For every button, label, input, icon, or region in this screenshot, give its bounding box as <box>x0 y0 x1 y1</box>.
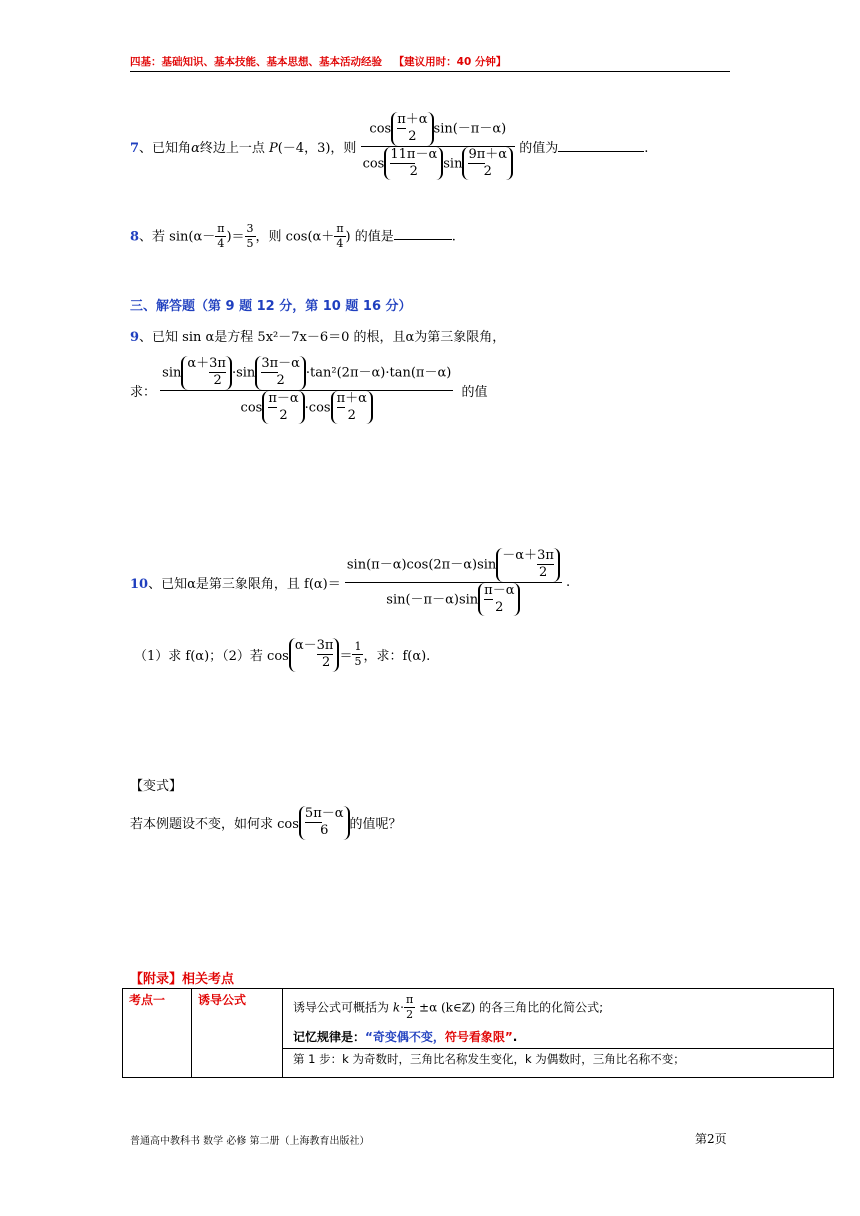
math-text: 5 <box>354 655 362 669</box>
math-fraction <box>334 222 345 252</box>
footer-book-info: 普通高中教科书 数学 必修 第二册（上海教育出版社） <box>130 1136 370 1147</box>
question-text: 的值呢？ <box>349 817 402 833</box>
math-paren <box>462 147 513 181</box>
math-text: 11π <box>390 147 415 164</box>
math-paren <box>331 391 373 425</box>
math-paren <box>255 356 306 390</box>
appendix-text: 的各三角比的化简公式; <box>479 1000 604 1015</box>
question-10 <box>130 548 570 616</box>
question-number: 8 <box>130 229 140 245</box>
question-number: 9 <box>130 330 140 345</box>
math-paren <box>478 583 520 617</box>
question-text: 的值 <box>461 384 488 400</box>
math-text: ，则 cos(α＋ <box>255 229 335 245</box>
math-text: －α＋ <box>502 548 538 563</box>
math-text: 2 <box>321 655 331 671</box>
variant-question <box>130 806 402 840</box>
math-text: ＋α <box>405 112 428 127</box>
math-text: 2 <box>406 1008 414 1022</box>
appendix-title: 【附录】相关考点 <box>130 972 235 987</box>
q7-fraction <box>361 112 515 180</box>
math-fraction <box>215 222 226 252</box>
math-text: 9π <box>468 147 485 164</box>
variant-title: 【变式】 <box>130 779 183 794</box>
question-text: 求： <box>130 384 157 400</box>
q10-fraction <box>345 548 562 616</box>
math-text: ·sin <box>231 365 256 381</box>
question-text: . <box>644 140 649 156</box>
point-label: P <box>268 140 278 156</box>
appendix-text: . <box>512 1029 518 1044</box>
page-number: 第2页 <box>695 1132 727 1146</box>
math-text: 2 <box>279 407 288 423</box>
question-9-expression <box>130 356 487 424</box>
math-fraction <box>245 222 256 252</box>
math-fraction <box>352 640 363 670</box>
appendix-highlight: 符号看象限” <box>444 1029 513 1044</box>
math-text: ·cos <box>304 399 331 415</box>
math-text: π <box>404 993 415 1008</box>
math-text: －α <box>278 356 300 371</box>
question-number: 7 <box>130 140 140 156</box>
math-paren <box>299 806 350 840</box>
math-text: π <box>337 391 346 408</box>
appendix-highlight: “奇变偶不变， <box>365 1029 445 1044</box>
math-paren <box>289 638 340 672</box>
appendix-table <box>122 988 834 1078</box>
math-text: ＋α <box>345 390 367 406</box>
appendix-line-2 <box>283 1025 833 1048</box>
math-text: sin <box>443 155 463 171</box>
math-paren <box>391 112 433 146</box>
math-text: )＝ <box>226 229 245 245</box>
math-text: 2 <box>276 373 285 389</box>
math-text: α－ <box>294 638 317 653</box>
math-text: π <box>334 222 345 237</box>
math-text: sin <box>162 365 182 381</box>
question-text: . <box>451 229 456 245</box>
math-text: 2 <box>213 373 222 389</box>
math-text: ±α (k∈ℤ) <box>419 1000 476 1015</box>
question-text: 、已知角 <box>139 140 192 156</box>
q9-fraction <box>160 356 453 424</box>
header-time-hint: 【建议用时：40 分钟】 <box>393 56 507 68</box>
math-text: ＋α <box>485 146 508 162</box>
table-cell-topic-number: 考点一 <box>123 989 192 1078</box>
appendix-line-3: 第 1 步：k 为奇数时，三角比名称发生变化，k 为偶数时，三角比名称不变； <box>283 1048 833 1071</box>
math-text: α＋ <box>187 356 210 371</box>
math-text: 2 <box>483 163 492 179</box>
math-paren <box>262 391 304 425</box>
math-text: π <box>484 583 493 600</box>
math-text: 5 <box>246 237 254 251</box>
math-text: π <box>397 112 406 129</box>
math-text: cos <box>362 155 385 171</box>
math-text: sin(－π－α) <box>433 121 507 137</box>
math-text: 2 <box>538 565 548 581</box>
math-symbol: α <box>191 140 200 156</box>
math-text: －α <box>415 146 438 162</box>
math-text: · <box>400 1000 404 1015</box>
table-cell-topic-name: 诱导公式 <box>192 989 283 1078</box>
question-text: 、已知 sin α是方程 5x²－7x－6＝0 的根，且α为第三象限角， <box>139 330 506 345</box>
math-text: sin(－π－α)sin <box>386 591 479 607</box>
answer-blank[interactable] <box>558 151 644 152</box>
question-text: （1）求 f(α)；（2）若 cos <box>134 649 289 665</box>
question-text: . <box>566 574 571 590</box>
math-text: 4 <box>336 237 344 251</box>
header <box>130 54 506 69</box>
question-text: ) 的值是 <box>345 229 394 245</box>
question-10-subparts <box>134 638 430 672</box>
math-paren <box>181 356 232 390</box>
math-text: 2 <box>408 129 417 145</box>
question-8 <box>130 222 456 252</box>
math-paren <box>496 548 560 582</box>
math-text: cos <box>369 121 392 137</box>
table-cell-content <box>283 989 834 1078</box>
appendix-text: 诱导公式可概括为 <box>293 1000 390 1015</box>
question-text: ，则 <box>330 140 357 156</box>
math-text: 1 <box>352 640 363 655</box>
question-9-stem <box>130 326 505 345</box>
question-text: 终边上一点 <box>199 140 269 156</box>
appendix-text: 记忆规律是： <box>293 1029 366 1044</box>
math-text: 2 <box>495 599 504 615</box>
math-text: 6 <box>320 823 329 839</box>
math-text: ·tan²(2π－α)·tan(π－α) <box>305 365 452 381</box>
math-text: －α <box>321 806 344 821</box>
math-text: －α <box>276 390 299 406</box>
point-coordinates: (－4，3) <box>277 140 331 156</box>
question-text: 若本例题设不变，如何求 cos <box>130 817 299 833</box>
math-text: 3π <box>261 356 278 373</box>
math-text: 3π <box>209 356 226 373</box>
math-text: －α <box>492 582 515 598</box>
math-text: 、若 sin(α－ <box>139 229 216 245</box>
appendix-line-1 <box>283 989 833 1025</box>
question-text: ，求：f(α). <box>363 649 431 665</box>
question-number: 10 <box>130 576 149 592</box>
header-title: 四基：基础知识、基本技能、基本思想、基本活动经验 <box>130 56 382 68</box>
math-text: 2 <box>347 407 356 423</box>
math-text: π <box>215 222 226 237</box>
answer-blank[interactable] <box>394 239 452 240</box>
math-text: π <box>268 391 277 408</box>
math-fraction <box>404 993 415 1023</box>
math-text: 5π <box>305 806 322 823</box>
header-rule <box>130 71 730 72</box>
math-text: 3π <box>317 638 334 655</box>
question-7 <box>130 112 648 180</box>
math-paren <box>384 147 443 181</box>
section-heading: 三、解答题（第 9 题 12 分，第 10 题 16 分） <box>130 299 412 314</box>
math-text: 4 <box>217 237 225 251</box>
math-text: ＝ <box>339 649 353 665</box>
math-text: 3π <box>537 548 554 565</box>
math-text: 3 <box>245 222 256 237</box>
math-text: 2 <box>409 163 418 179</box>
question-text: 的值为 <box>519 140 559 156</box>
math-text: k <box>392 1000 401 1015</box>
math-text: sin(π－α)cos(2π－α)sin <box>346 557 497 573</box>
table-row <box>123 989 834 1078</box>
math-text: cos <box>240 399 263 415</box>
question-text: 、已知α是第三象限角，且 f(α)＝ <box>148 576 341 592</box>
